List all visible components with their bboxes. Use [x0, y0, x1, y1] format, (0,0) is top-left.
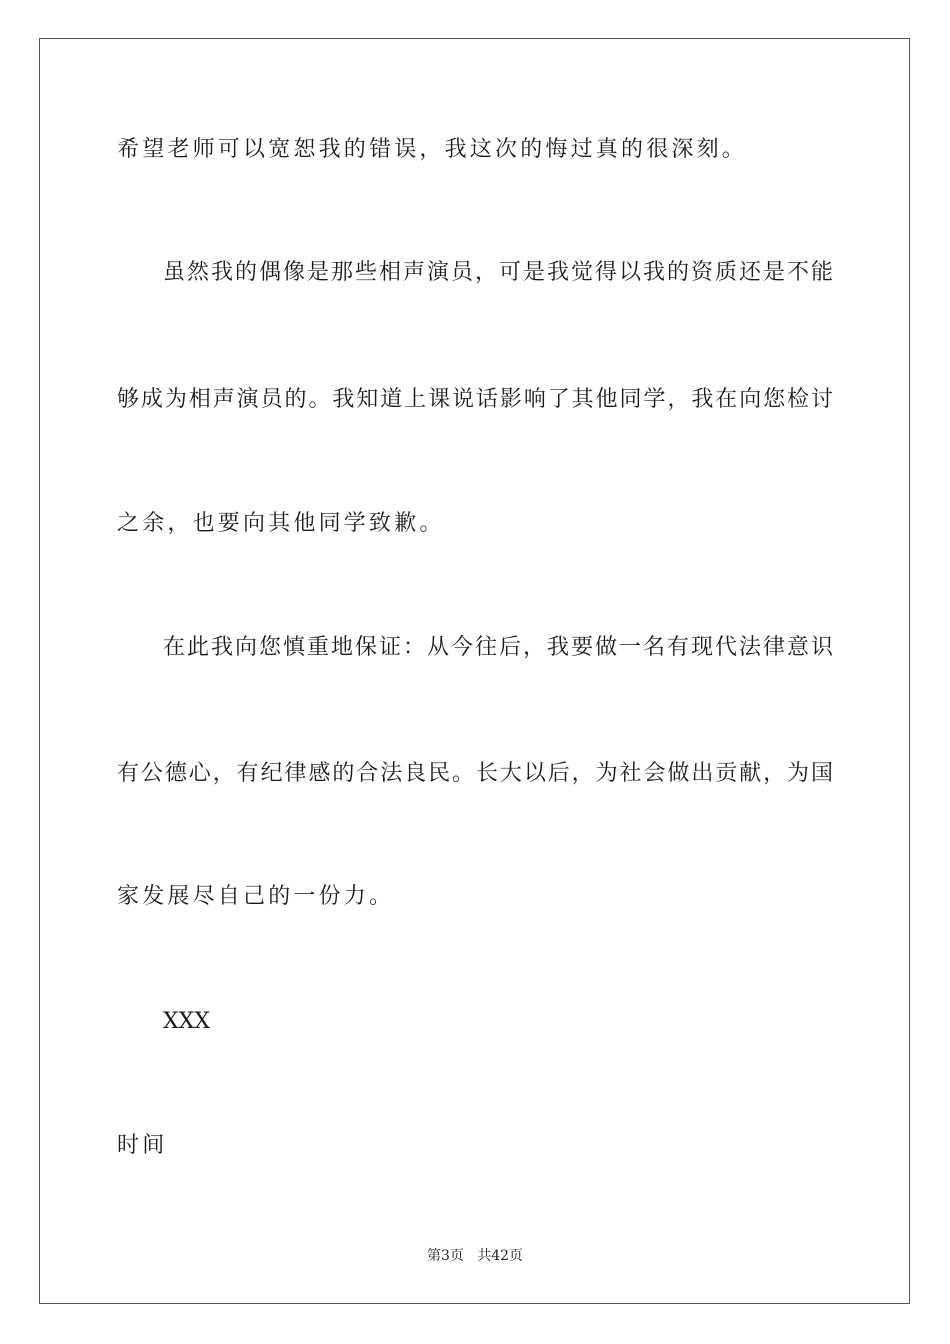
date-label: 时间 — [117, 1133, 168, 1158]
body-text-line: 有公德心，有纪律感的合法良民。长大以后，为社会做出贡献，为国 — [117, 761, 833, 786]
body-text-line: 在此我向您慎重地保证：从今往后，我要做一名有现代法律意识 — [163, 635, 833, 660]
page-border — [39, 38, 910, 1304]
body-text-line: 够成为相声演员的。我知道上课说话影响了其他同学，我在向您检讨 — [117, 387, 833, 412]
body-text-line: 之余，也要向其他同学致歉。 — [117, 511, 445, 536]
page-number-footer: 第3页 共42页 — [426, 1248, 524, 1264]
body-text-line: 虽然我的偶像是那些相声演员，可是我觉得以我的资质还是不能 — [163, 260, 833, 285]
signature-name: XXX — [163, 1009, 210, 1034]
body-text-line: 希望老师可以宽恕我的错误，我这次的悔过真的很深刻。 — [117, 137, 748, 162]
body-text-line: 家发展尽自己的一份力。 — [117, 884, 395, 909]
